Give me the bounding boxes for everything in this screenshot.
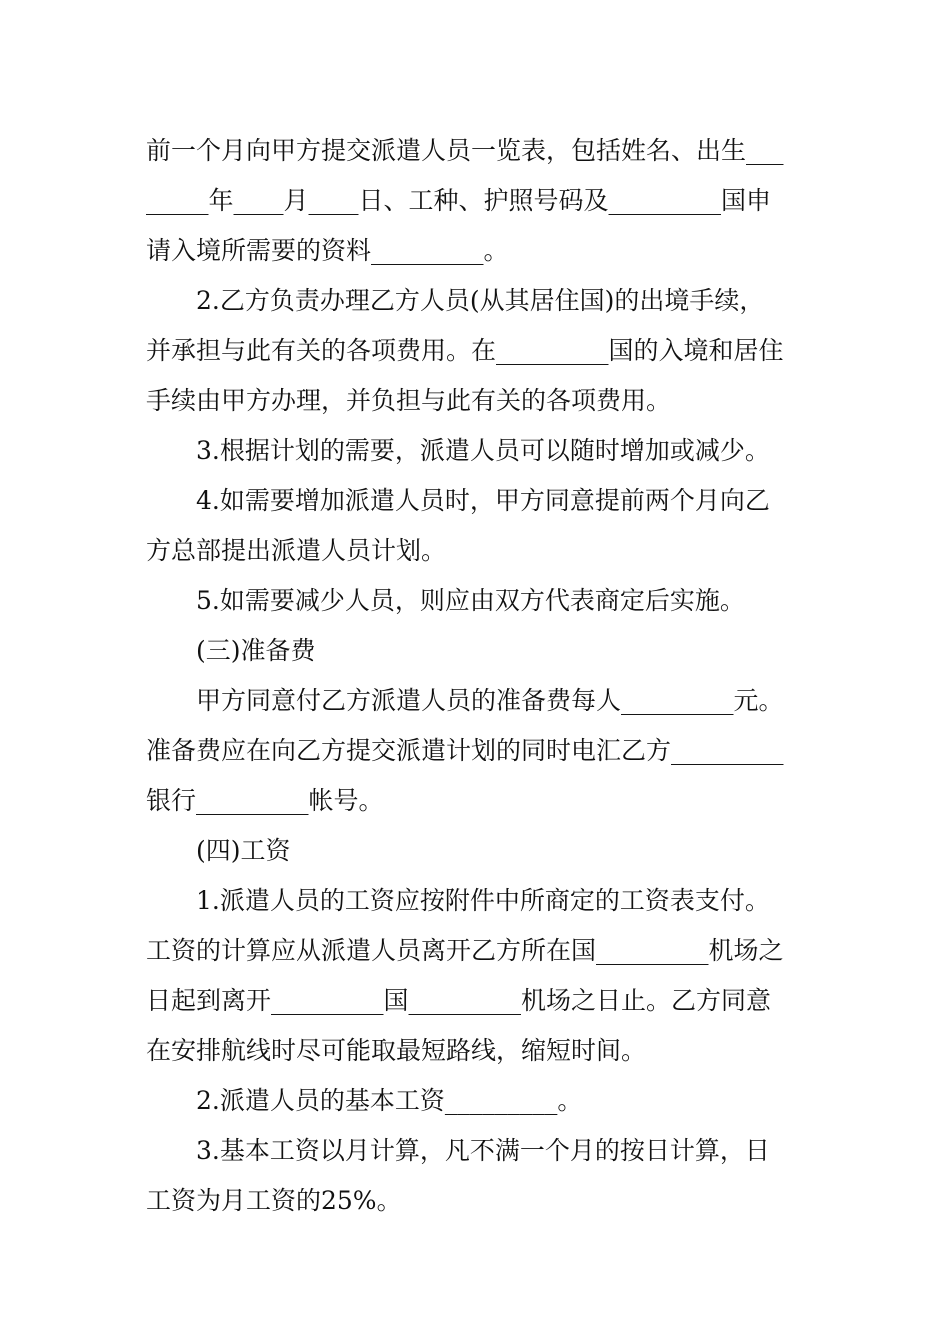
paragraph-first-line: 2.乙方负责办理乙方人员(从其居住国)的出境手续， — [196, 286, 765, 315]
text-line: _____年____月____日、工种、护照号码及_________国申 — [146, 186, 772, 215]
text-line: 准备费应在向乙方提交派遣计划的同时电汇乙方_________ — [146, 736, 784, 765]
paragraph-first-line: 4.如需要增加派遣人员时，甲方同意提前两个月向乙 — [196, 486, 770, 515]
text-line: 前一个月向甲方提交派遣人员一览表，包括姓名、出生___ — [146, 136, 784, 165]
text-line: 在安排航线时尽可能取最短路线，缩短时间。 — [146, 1036, 647, 1065]
text-line: 工资为月工资的25%。 — [146, 1186, 402, 1215]
paragraph-first-line: 3.根据计划的需要，派遣人员可以随时增加或减少。 — [196, 436, 770, 465]
text-line: 日起到离开_________国_________机场之日止。乙方同意 — [146, 986, 772, 1015]
paragraph-first-line: 1.派遣人员的工资应按附件中所商定的工资表支付。 — [196, 886, 770, 915]
text-line: 并承担与此有关的各项费用。在_________国的入境和居住 — [146, 336, 784, 365]
paragraph-first-line: 3.基本工资以月计算，凡不满一个月的按日计算，日 — [196, 1136, 770, 1165]
section-heading: (三)准备费 — [196, 636, 316, 665]
paragraph-first-line: 5.如需要减少人员，则应由双方代表商定后实施。 — [196, 586, 745, 615]
text-line: 银行_________帐号。 — [146, 786, 384, 815]
text-line: 方总部提出派遣人员计划。 — [146, 536, 447, 565]
paragraph-first-line: 甲方同意付乙方派遣人员的准备费每人_________元。 — [196, 686, 784, 715]
paragraph-first-line: 2.派遣人员的基本工资_________。 — [196, 1086, 583, 1115]
section-heading: (四)工资 — [196, 836, 291, 865]
text-line: 手续由甲方办理，并负担与此有关的各项费用。 — [146, 386, 672, 415]
text-line: 工资的计算应从派遣人员离开乙方所在国_________机场之 — [146, 936, 784, 965]
text-line: 请入境所需要的资料_________。 — [146, 236, 509, 265]
